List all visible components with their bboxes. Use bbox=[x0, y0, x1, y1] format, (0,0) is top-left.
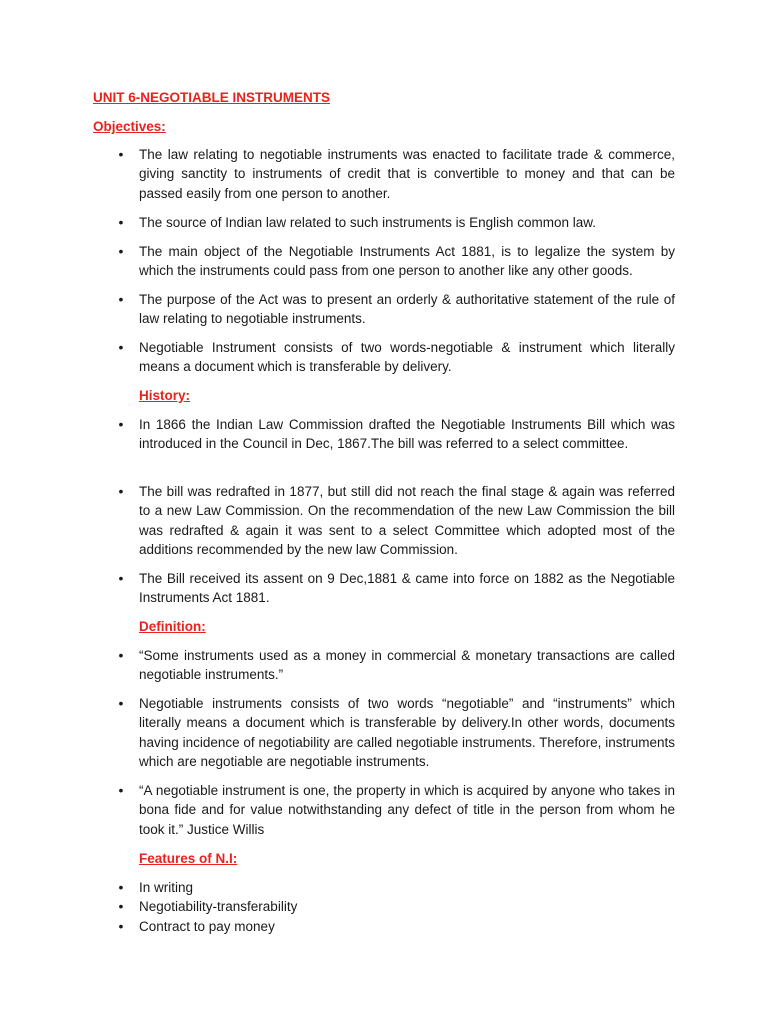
bullet-icon: • bbox=[118, 782, 124, 798]
list-item bbox=[115, 646, 675, 685]
bullet-icon: • bbox=[118, 695, 124, 711]
list-item bbox=[115, 694, 675, 772]
list-item bbox=[115, 781, 675, 839]
list-item-text: The bill was redrafted in 1877, but still did not reach the final stage & again was referred to a new Law Commission. On the recommendation of the new Law Commission the bill was redrafted & again it was sent to a select Committee which adopted most of the additions recommended by the new law Commission. bbox=[139, 484, 675, 558]
list-item-text: Negotiable instruments consists of two words “negotiable” and “instruments” which literally means a document which is transferable by delivery.In other words, documents having incidence of negotiability are called negotiable instruments. Therefore, instruments which are negotiable are negotiable instruments. bbox=[139, 696, 675, 770]
list-item-text: The law relating to negotiable instruments was enacted to facilitate trade & commerce, giving sanctity to instruments of credit that is convertible to money and that can be passed easily from one person to another. bbox=[139, 147, 675, 201]
list-item-text: “A negotiable instrument is one, the property in which is acquired by anyone who takes in bona fide and for value notwithstanding any defect of title in the person from whom he took it.” Justice Willis bbox=[139, 783, 675, 837]
list-item bbox=[115, 917, 675, 936]
list-item bbox=[115, 569, 675, 608]
list-item-text: The Bill received its assent on 9 Dec,1881 & came into force on 1882 as the Negotiable Instruments Act 1881. bbox=[139, 571, 675, 606]
bullet-icon: • bbox=[118, 570, 124, 586]
bullet-icon: • bbox=[118, 879, 124, 895]
list-item-text: The purpose of the Act was to present an orderly & authoritative statement of the rule of law relating to negotiable instruments. bbox=[139, 292, 675, 327]
heading-objectives: Objectives: bbox=[93, 119, 166, 134]
list-item bbox=[115, 213, 675, 232]
bullet-icon: • bbox=[118, 647, 124, 663]
list-item-text: The main object of the Negotiable Instruments Act 1881, is to legalize the system by which the instruments could pass from one person to another like any other goods. bbox=[139, 244, 675, 279]
list-item bbox=[115, 338, 675, 377]
bullet-icon: • bbox=[118, 214, 124, 230]
list-item bbox=[115, 290, 675, 329]
bullet-icon: • bbox=[118, 416, 124, 432]
heading-history: History: bbox=[139, 388, 191, 403]
list-item-text: The source of Indian law related to such instruments is English common law. bbox=[139, 215, 596, 230]
list-item bbox=[115, 242, 675, 281]
bullet-icon: • bbox=[118, 339, 124, 355]
list-item-text: In writing bbox=[139, 880, 194, 895]
document-title: UNIT 6-NEGOTIABLE INSTRUMENTS bbox=[93, 90, 331, 105]
list-item bbox=[115, 878, 675, 897]
bullet-icon: • bbox=[118, 918, 124, 934]
list-item-text: Contract to pay money bbox=[139, 919, 275, 934]
list-item bbox=[115, 482, 675, 560]
list-item-text: In 1866 the Indian Law Commission drafted the Negotiable Instruments Bill which was introduced in the Council in Dec, 1867.The bill was referred to a select committee. bbox=[139, 417, 675, 452]
bullet-icon: • bbox=[118, 483, 124, 499]
heading-features: Features of N.I: bbox=[139, 851, 238, 866]
bullet-icon: • bbox=[118, 146, 124, 162]
heading-definition: Definition: bbox=[139, 619, 206, 634]
list-item bbox=[115, 415, 675, 454]
bullet-icon: • bbox=[118, 898, 124, 914]
list-item bbox=[115, 145, 675, 203]
list-item-text: “Some instruments used as a money in commercial & monetary transactions are called negotiable instruments.” bbox=[139, 648, 675, 683]
list-item bbox=[115, 897, 675, 916]
bullet-icon: • bbox=[118, 243, 124, 259]
list-item-text: Negotiable Instrument consists of two words-negotiable & instrument which literally means a document which is transferable by delivery. bbox=[139, 340, 675, 375]
bullet-icon: • bbox=[118, 291, 124, 307]
list-item-text: Negotiability-transferability bbox=[139, 899, 298, 914]
